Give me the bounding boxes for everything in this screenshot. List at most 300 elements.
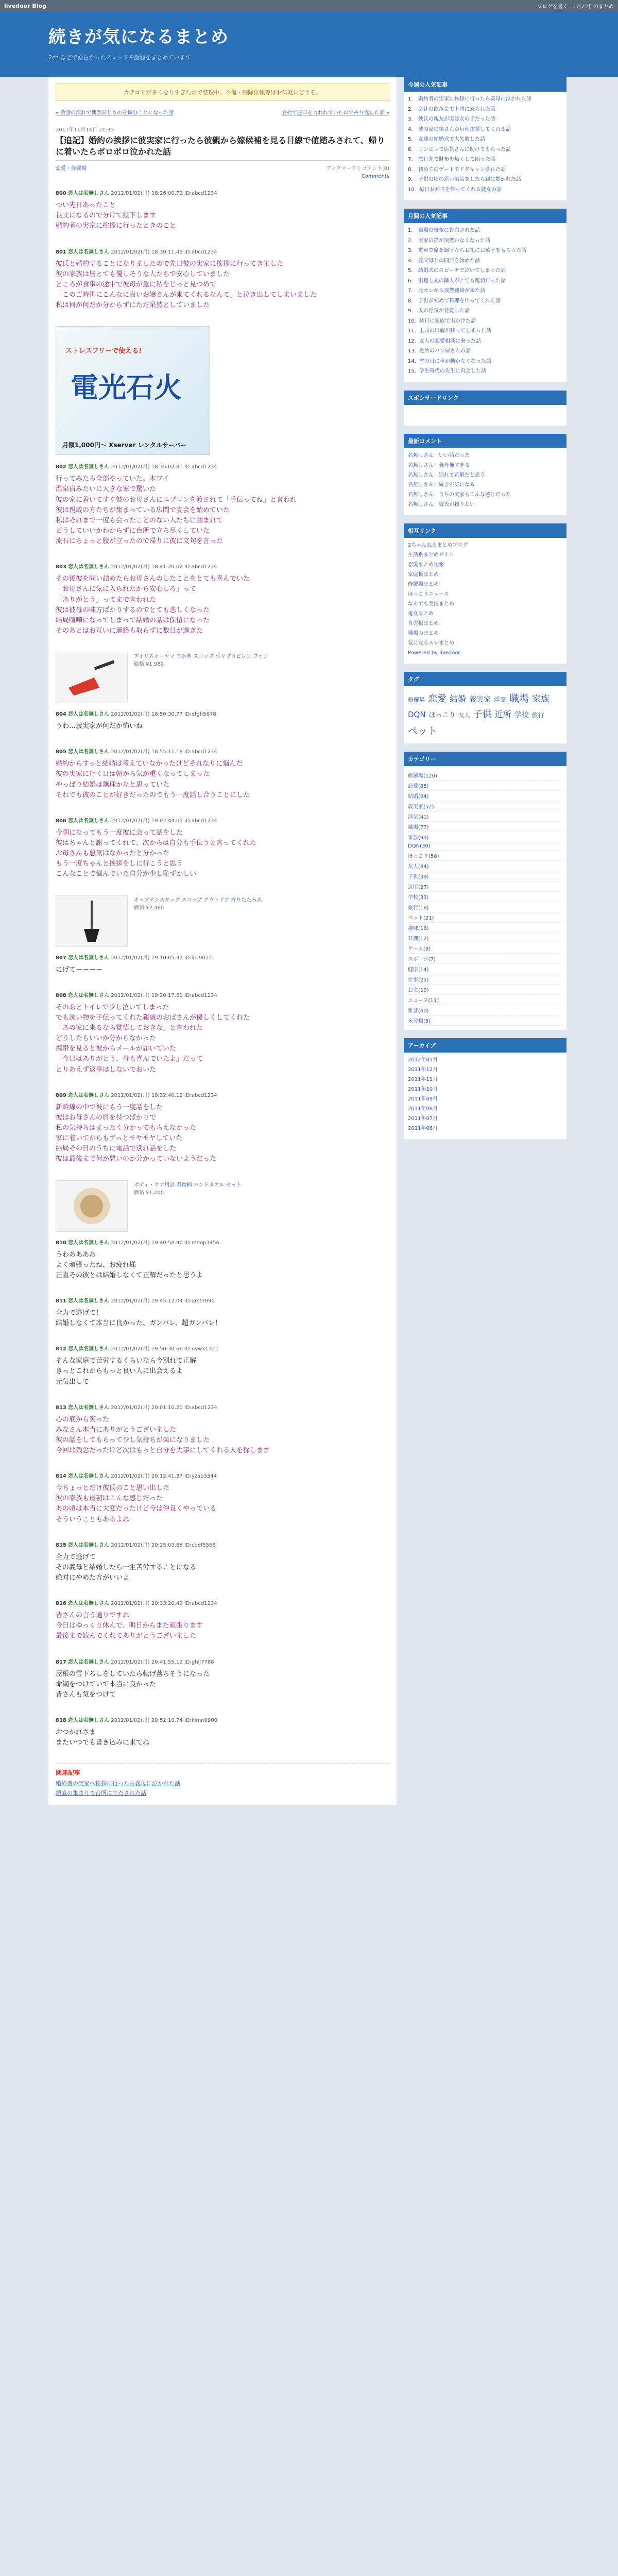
archive-panel	[404, 1038, 566, 1139]
reply-post	[56, 1091, 389, 1165]
category-link[interactable]: 趣味(16)	[408, 923, 562, 933]
reply-post	[56, 709, 389, 732]
ranking-item[interactable]	[408, 328, 562, 335]
ranking-item[interactable]	[408, 338, 562, 345]
reply-header	[56, 1657, 389, 1665]
reply-header	[56, 462, 389, 470]
reply-number[interactable]: 810	[56, 1240, 66, 1246]
ranking-item[interactable]	[408, 126, 562, 133]
reply-body	[56, 759, 389, 801]
reply-line: 私の気持ちはまったく分かってもらえなかった	[56, 1124, 197, 1132]
reply-line: とりあえず返事はしないでおいた	[56, 1065, 157, 1074]
reply-line: きっとこれからもっと良い人に出会えるよ	[56, 1367, 183, 1376]
reply-line: でも洗い物を手伝ってくれた親戚のおばさんが優しくしてくれた	[56, 1013, 250, 1022]
reply-line: またいつでも書き込みに来てね	[56, 1739, 150, 1747]
tag-link[interactable]: 浮気	[494, 696, 507, 703]
reply-post	[56, 816, 389, 880]
reply-line: そのあとトイレで少し泣いてしまった	[56, 1003, 169, 1011]
reply-name: 恋人は名無しさん	[68, 1718, 110, 1724]
sidebar-link[interactable]: なんでも実況まとめ	[408, 601, 454, 607]
sidebar-link[interactable]: 職場のまとめ	[408, 630, 439, 636]
reply-line: 心の底から笑った	[56, 1415, 110, 1423]
reply-date: 2012/01/02(月) 18:26:00.72 ID:abcd1234	[111, 191, 217, 197]
tag-link[interactable]: DQN	[408, 710, 426, 720]
reply-date: 2012/01/02(月) 18:35:02.81 ID:abcd1234	[111, 464, 217, 470]
reply-line: 携帯を見ると彼からメールが届いていた	[56, 1045, 176, 1053]
sidebar-link[interactable]: 2011年09月	[408, 1096, 438, 1102]
reply-name: 恋人は名無しさん	[68, 249, 110, 255]
reply-number[interactable]: 801	[56, 249, 66, 255]
sidebar-link[interactable]: 名無しさん：うちの実家もこんな感じだった	[408, 492, 511, 498]
ranking-item[interactable]	[408, 368, 562, 375]
product-image[interactable]	[56, 1180, 128, 1232]
reply-header	[56, 1540, 389, 1548]
ranking-link[interactable]: 学生時代の先生に再会した話	[419, 368, 486, 374]
ranking2-panel	[404, 209, 566, 382]
reply-number[interactable]: 816	[56, 1601, 66, 1607]
ranking-link[interactable]: 子供の頃の思い出話をしたら親に驚かれた話	[418, 177, 521, 182]
sidebar-link[interactable]: 2012年01月	[408, 1057, 438, 1063]
reply-header	[56, 1716, 389, 1723]
category-link[interactable]: 友人(44)	[408, 861, 562, 871]
category-link[interactable]: 恋愛(85)	[408, 781, 562, 791]
reply-number[interactable]: 804	[56, 711, 66, 718]
reply-line: 彼の家に着いてすぐ彼のお母さんにエプロンを渡されて「手伝ってね」と言われ	[56, 496, 297, 504]
ranking-item[interactable]	[408, 136, 562, 143]
reply-number[interactable]: 806	[56, 818, 66, 824]
reply-name: 恋人は名無しさん	[68, 1473, 110, 1480]
blog-tagline: 2ch などで面白かったスレッドや話題をまとめています	[48, 54, 191, 61]
reply-line: 彼は最後まで何が悪いのか分かっていないようだった	[56, 1155, 217, 1163]
ranking-item[interactable]	[408, 258, 562, 265]
category-link[interactable]: ゲーム(9)	[408, 943, 562, 954]
category-link[interactable]: 職場(77)	[408, 822, 562, 832]
reply-name: 恋人は名無しさん	[68, 191, 110, 197]
product-card[interactable]	[56, 652, 389, 703]
reply-date: 2012/01/02(月) 18:55:11.18 ID:abcd1234	[111, 749, 217, 755]
tag-link[interactable]: 学校	[514, 711, 529, 720]
tag-link[interactable]: ペット	[408, 725, 438, 737]
rank-number: 4.	[408, 126, 413, 132]
tag-link[interactable]: 旅行	[531, 711, 544, 719]
ranking-list	[404, 92, 566, 200]
posts-block-b	[56, 462, 389, 636]
sponsor-body	[404, 405, 566, 426]
archive-list	[404, 1053, 566, 1139]
rank-number: 6.	[408, 146, 413, 152]
sidebar-link[interactable]: 名無しさん：続きが気になる	[408, 482, 475, 488]
ranking-item[interactable]	[408, 166, 562, 174]
post-category[interactable]: 恋愛・修羅場	[56, 166, 87, 172]
reply-body	[56, 1611, 389, 1641]
site-logo[interactable]: livedoor Blog	[4, 2, 47, 9]
category-link[interactable]: ほっこり(58)	[408, 851, 562, 861]
reply-name: 恋人は名無しさん	[68, 1092, 110, 1098]
ranking-link[interactable]: 友人の恋愛相談に乗った話	[419, 338, 481, 344]
reply-post	[56, 991, 389, 1075]
reply-line: 彼は彼母の味方ばかりするのでとても悲しくなった	[56, 606, 210, 614]
reply-name: 恋人は名無しさん	[68, 711, 110, 718]
rank-number: 11.	[408, 328, 416, 334]
top-link[interactable]: ブログを書く	[537, 4, 568, 10]
category-link[interactable]: 未分類(5)	[408, 1015, 562, 1026]
reply-number[interactable]: 803	[56, 564, 66, 570]
reply-line: ところが食事の途中で彼母が急に私をじっと見つめて	[56, 280, 217, 289]
ranking-link[interactable]: 婚約者の実家に挨拶に行ったら義母に泣かれた話	[418, 96, 531, 102]
reply-line: 家に着いてからもずっとモヤモヤしていた	[56, 1134, 183, 1143]
reply-line: やっぱり結婚は無理かなと思っていた	[56, 781, 170, 789]
top-links	[537, 2, 614, 10]
posts-block-c	[56, 709, 389, 879]
reply-number[interactable]: 818	[56, 1718, 66, 1724]
ranking-link[interactable]: 雪の日に車が動かなくなった話	[419, 358, 491, 364]
reply-post	[56, 1238, 389, 1281]
ranking-link[interactable]: 結婚式のスピーチで泣いてしまった話	[418, 268, 506, 274]
post-meta-right[interactable]: ブックマーク | コメント(0)	[325, 166, 389, 172]
sidebar-link[interactable]: 生活系まとめサイト	[408, 552, 454, 558]
tag-link[interactable]: 職場	[509, 692, 529, 704]
reply-post	[56, 1471, 389, 1525]
ranking-item[interactable]	[408, 116, 562, 123]
sidebar-link[interactable]: 2011年06月	[408, 1125, 438, 1131]
reply-line: 結局その日のうちに電話で別れ話をした	[56, 1145, 177, 1153]
category-link[interactable]: DQN(30)	[408, 842, 562, 851]
share-link[interactable]: Comments	[361, 174, 389, 180]
top-link[interactable]: 1月22日のまとめ	[573, 4, 614, 10]
links-list	[404, 538, 566, 664]
ranking-link[interactable]: 友達の結婚式で大失敗した話	[418, 137, 485, 142]
reply-number[interactable]: 813	[56, 1404, 66, 1411]
reply-line: 「お母さんに気に入られたから安心しろ」って	[56, 585, 197, 594]
reply-line: つい先日あったこと	[56, 201, 116, 210]
reply-line: よく頑張ったね、お疲れ様	[56, 1261, 136, 1269]
tag-link[interactable]: 友人	[458, 712, 470, 719]
ranking-item[interactable]	[408, 278, 562, 285]
reply-name: 恋人は名無しさん	[68, 1601, 110, 1607]
rank-number: 2.	[408, 106, 413, 112]
ranking-panel	[404, 77, 566, 200]
sidebar-link[interactable]: 気になるスレまとめ	[408, 640, 454, 646]
ranking-link[interactable]: 義父母との同居を始めた話	[418, 258, 480, 264]
reply-number[interactable]: 812	[56, 1346, 66, 1352]
posts-block-e	[56, 1238, 389, 1749]
rank-number: 8.	[408, 166, 413, 173]
product-name[interactable]: ボディ・ケア用品 着物柄 ハンドタオル セット	[134, 1182, 242, 1188]
rank-number: 1.	[408, 96, 413, 102]
product-image[interactable]	[56, 652, 128, 703]
reply-number[interactable]: 808	[56, 992, 66, 998]
tag-link[interactable]: 恋愛	[428, 693, 447, 704]
panel-title: 相互リンク	[404, 523, 566, 538]
sidebar-link[interactable]: ほっこりニュース	[408, 591, 449, 597]
reply-line: 最後まで読んでくれてありがとうございました	[56, 1632, 197, 1640]
reply-date: 2012/01/02(月) 20:12:41.37 ID:yzab3344	[111, 1473, 217, 1480]
reply-line: 長文になるので分けて投下します	[56, 212, 157, 220]
rank-number: 4.	[408, 258, 413, 264]
page-wrap	[48, 77, 566, 1805]
sidebar-link[interactable]: 2011年11月	[408, 1076, 438, 1082]
reply-post	[56, 1344, 389, 1387]
ranking2-list	[404, 223, 566, 382]
category-link[interactable]: 結婚(64)	[408, 791, 562, 801]
reply-header	[56, 709, 389, 717]
ranking-item[interactable]	[408, 238, 562, 245]
panel-title: カテゴリー	[404, 752, 566, 766]
sidebar-link[interactable]: 名無しさん：別れて正解だと思う	[408, 472, 485, 478]
posts-block-a	[56, 189, 389, 311]
tag-link[interactable]: 結婚	[450, 693, 467, 704]
reply-header	[56, 1471, 389, 1479]
reply-post	[56, 462, 389, 547]
sidebar-link[interactable]: 2011年08月	[408, 1106, 438, 1112]
category-link[interactable]: 雑談(40)	[408, 1005, 562, 1015]
reply-line: どうしていいかわからずに台所で立ち尽くしていた	[56, 527, 210, 535]
rank-number: 5.	[408, 137, 413, 142]
post-date: 2011年11月14日 21:35	[56, 127, 114, 133]
reply-line: 私は何が何だか分からずにただ呆然としていました	[56, 301, 210, 310]
reply-header	[56, 1403, 389, 1411]
reply-header	[56, 247, 389, 255]
reply-post	[56, 247, 389, 311]
reply-line: そのあとはお互いに連絡も取らずに数日が過ぎた	[56, 627, 203, 635]
category-link[interactable]: 義実家(52)	[408, 801, 562, 811]
sidebar-link[interactable]: 名無しさん：いい話だった	[408, 452, 470, 459]
reply-header	[56, 1344, 389, 1352]
reply-line: 彼の家族は皆とても優しそうな人たちで安心していました	[56, 270, 230, 278]
reply-header	[56, 747, 389, 755]
category-link[interactable]: 旅行(18)	[408, 902, 562, 912]
reply-line: 彼氏と婚約することになりましたので先日彼の実家に挨拶に行ってきました	[56, 260, 284, 268]
post-title[interactable]: 【追記】婚約の挨拶に彼実家に行ったら彼親から嫁候補を見る目線で値踏みされて、帰りに着いたらポロポロ泣かれた話	[56, 135, 385, 157]
ranking-item[interactable]	[408, 318, 562, 325]
rank-number: 1.	[408, 228, 413, 233]
ranking-link[interactable]: 会社の飲み会で上司に怒られた話	[418, 106, 495, 112]
reply-number[interactable]: 815	[56, 1542, 66, 1548]
reply-name: 恋人は名無しさん	[68, 955, 110, 961]
ranking-item[interactable]	[408, 267, 562, 275]
tag-link[interactable]: 近所	[494, 709, 511, 720]
sidebar-link[interactable]: 家庭板まとめ	[408, 571, 439, 578]
notice-box: カテゴリが多くなりすぎたので整理中。不備・削除依頼等はお気軽にどうぞ。	[56, 83, 389, 101]
reply-name: 恋人は名無しさん	[68, 1659, 110, 1665]
reply-line: みなさん本当にありがとうございました	[56, 1426, 177, 1434]
ranking-link[interactable]: 電車で席を譲ったらお礼にお菓子をもらった話	[418, 248, 526, 253]
ranking-link[interactable]: コンビニで店員さんに助けてもらった話	[418, 146, 511, 152]
reply-line: にげてーーーー	[56, 965, 103, 974]
ranking-item[interactable]	[408, 96, 562, 103]
reply-date: 2012/01/02(月) 20:52:10.74 ID:klmn9900	[111, 1718, 217, 1724]
reply-post	[56, 747, 389, 801]
ad-banner[interactable]	[56, 326, 210, 455]
category-link[interactable]: 料理(12)	[408, 933, 562, 943]
ranking-link[interactable]: 元カレから突然連絡が来た話	[418, 288, 485, 294]
related-posts	[56, 1764, 389, 1797]
product-text	[134, 652, 268, 703]
post-nav	[56, 108, 389, 116]
ranking-link[interactable]: 職場の後輩に告白された話	[418, 228, 480, 233]
reply-number[interactable]: 807	[56, 955, 66, 961]
reply-number[interactable]: 817	[56, 1659, 66, 1665]
sidebar-link[interactable]: 2ちゃんねるまとめブログ	[408, 542, 468, 548]
ranking-item[interactable]	[408, 106, 562, 113]
category-link[interactable]: 学校(33)	[408, 892, 562, 902]
rank-number: 13.	[408, 348, 416, 354]
category-link[interactable]: スポーツ(7)	[408, 954, 562, 964]
reply-line: 元気出して	[56, 1378, 90, 1386]
reply-line: こんなことで悩んでいた自分が少し恥ずかしい	[56, 870, 197, 878]
ranking-link[interactable]: 旅行先で財布を無くして困った話	[418, 157, 495, 162]
ranking-item[interactable]	[408, 156, 562, 163]
ranking-link[interactable]: 夫の浮気が発覚した話	[418, 308, 470, 314]
category-link[interactable]: 修羅場(120)	[408, 770, 562, 781]
ranking-item[interactable]	[408, 358, 562, 365]
ranking-item[interactable]	[408, 146, 562, 154]
reply-line: お母さんも悪気はなかったと分かった	[56, 850, 170, 858]
ranking-item[interactable]	[408, 176, 562, 183]
reply-body	[56, 1727, 389, 1748]
reply-number[interactable]: 814	[56, 1473, 66, 1480]
reply-line: 今ちょっとだけ彼氏のこと思い出した	[56, 1484, 170, 1493]
ranking-link[interactable]: 毎日お弁当を作ってくれる彼女の話	[419, 187, 502, 193]
reply-line: 皆さんの言う通りですね	[56, 1612, 130, 1620]
rank-number: 3.	[408, 116, 413, 122]
reply-post	[56, 1716, 389, 1748]
category-link[interactable]: ペット(21)	[408, 912, 562, 923]
category-link[interactable]: 健康(14)	[408, 964, 562, 974]
reply-body	[56, 1669, 389, 1700]
ranking-item[interactable]	[408, 227, 562, 234]
reply-name: 恋人は名無しさん	[68, 464, 110, 470]
ranking-link[interactable]: 近所のパン屋さんの話	[419, 348, 471, 354]
ranking-item[interactable]	[408, 247, 562, 255]
sidebar-link[interactable]: 修羅場まとめ	[408, 581, 439, 587]
main-column	[48, 77, 397, 1805]
blog-title[interactable]: 続きが気になるまとめ	[48, 27, 229, 47]
reply-number[interactable]: 805	[56, 749, 66, 755]
reply-line: 彼の家族も最初はこんな感じだった	[56, 1495, 163, 1503]
product-image[interactable]	[56, 895, 128, 947]
reply-body	[56, 1308, 389, 1329]
reply-line: そんな家庭で苦労するくらいなら今別れて正解	[56, 1357, 197, 1365]
reply-name: 恋人は名無しさん	[68, 818, 110, 824]
reply-line: 結婚しなくて本当に良かった、ガンバレ、超ガンバレ！	[56, 1319, 222, 1328]
category-link[interactable]: 子供(39)	[408, 871, 562, 882]
ranking-link[interactable]: 彼氏の親友が実は女の子だった話	[418, 116, 495, 122]
reply-header	[56, 1091, 389, 1098]
reply-line: 皆さんも気をつけて	[56, 1690, 116, 1699]
category-link[interactable]: ニュース(11)	[408, 995, 562, 1005]
reply-line: 屋根の雪下ろしをしていたら転げ落ちそうになった	[56, 1670, 210, 1678]
ranking-link[interactable]: 子供が初めて料理を作ってくれた話	[418, 298, 501, 304]
ranking-item[interactable]	[408, 298, 562, 305]
ranking-item[interactable]	[408, 287, 562, 295]
ranking-item[interactable]	[408, 308, 562, 315]
category-link[interactable]: 家族(93)	[408, 832, 562, 842]
blog-header	[0, 11, 618, 77]
reply-number[interactable]: 800	[56, 191, 66, 197]
reply-post	[56, 189, 389, 231]
reply-header	[56, 1296, 389, 1304]
category-link[interactable]: お金(19)	[408, 985, 562, 995]
rank-number: 3.	[408, 248, 413, 253]
reply-name: 恋人は名無しさん	[68, 992, 110, 998]
ranking-link[interactable]: 上司の口癖が移ってしまった話	[419, 328, 491, 334]
ranking-link[interactable]: 引越し先の隣人がとても親切だった話	[418, 278, 506, 284]
rank-number: 15.	[408, 368, 416, 374]
sidebar-link[interactable]: 名無しさん：彼氏が頼りない	[408, 501, 475, 507]
tag-link[interactable]: 子供	[473, 709, 492, 720]
reply-line: それでも彼のことが好きだったのでもう一度話し合うことにした	[56, 791, 250, 799]
product-text	[134, 895, 262, 947]
product-card[interactable]	[56, 895, 389, 947]
reply-name: 恋人は名無しさん	[68, 1240, 110, 1246]
ranking-link[interactable]: 隣の家の奥さんが毎朝挨拶してくれる話	[418, 126, 511, 132]
product-name[interactable]: アイリスオーヤマ 雪かき スコップ ポリプロピレン ファン	[134, 654, 268, 660]
reply-date: 2012/01/02(月) 19:40:58.90 ID:mnop3456	[111, 1240, 219, 1246]
posts-block-d	[56, 953, 389, 1165]
sidebar-link[interactable]: Powered by livedoor	[408, 650, 460, 656]
product-card[interactable]	[56, 1180, 389, 1232]
sidebar-link[interactable]: 名無しさん：義母怖すぎる	[408, 462, 470, 468]
product-text	[134, 1180, 242, 1232]
reply-line: 「あの家に来るなら覚悟しておきな」と言われた	[56, 1024, 203, 1032]
tag-link[interactable]: ほっこり	[428, 711, 456, 720]
reply-number[interactable]: 809	[56, 1092, 66, 1098]
reply-line: もう一度ちゃんと挨拶をしに行こうと思う	[56, 860, 183, 868]
ranking-item[interactable]	[408, 187, 562, 194]
product-name[interactable]: キャプテンスタッグ スコップ アウトドア 折りたたみ式	[134, 897, 262, 903]
rank-number: 8.	[408, 298, 413, 304]
reply-post	[56, 1657, 389, 1700]
reply-number[interactable]: 802	[56, 464, 66, 470]
sidebar-link[interactable]: 2011年12月	[408, 1066, 438, 1073]
reply-line: 結局喧嘩になってしまって結婚の話は保留になった	[56, 616, 210, 624]
panel-title: タグ	[404, 672, 566, 686]
reply-line: 「このご時世にこんなに良いお嬢さんが来てくれるなんて」と泣き出してしまいました	[56, 291, 317, 299]
reply-line: あの頃は本当に大変だったけど今は仲良くやっている	[56, 1505, 217, 1513]
reply-date: 2012/01/02(月) 19:10:05.33 ID:ijkl9012	[111, 955, 212, 961]
reply-line: 今回は残念だったけど次はもっと自分を大事にしてくれる人を探します	[56, 1447, 270, 1455]
tag-link[interactable]: 家族	[532, 693, 550, 704]
panel-title: 月間の人気記事	[404, 209, 566, 223]
related-item[interactable]: 婚約者の実家へ挨拶に行ったら義母に泣かれた話	[56, 1780, 180, 1787]
reply-date: 2012/01/02(月) 20:33:20.49 ID:abcd1234	[111, 1601, 217, 1607]
reply-number[interactable]: 811	[56, 1298, 66, 1304]
sidebar-link[interactable]: 2011年10月	[408, 1086, 438, 1092]
sidebar-link[interactable]: 恋愛まとめ速報	[408, 562, 444, 568]
tag-link[interactable]: 義実家	[469, 695, 491, 704]
category-link[interactable]: 近所(27)	[408, 882, 562, 892]
category-link[interactable]: 浮気(41)	[408, 811, 562, 822]
category-link[interactable]: 仕事(25)	[408, 974, 562, 985]
next-post-link[interactable]: 会社で悪口を言われていたのでやり返した話 »	[281, 110, 389, 116]
ranking-link[interactable]: 初めてのデートでドタキャンされた話	[418, 166, 506, 173]
reply-name: 恋人は名無しさん	[68, 1298, 110, 1304]
panel-title: アーカイブ	[404, 1038, 566, 1053]
tag-link[interactable]: 修羅場	[408, 696, 425, 703]
prev-post-link[interactable]: « 会話の流れで偶然同じものを頼むことになった話	[56, 110, 174, 116]
related-item[interactable]: 親戚の集まりで台所に立たされた話	[56, 1790, 146, 1797]
sidebar-link[interactable]: 育児板まとめ	[408, 620, 439, 626]
shovel-icon	[63, 657, 120, 698]
ranking-link[interactable]: 実家の猫が突然いなくなった話	[418, 238, 490, 244]
reply-body	[56, 1552, 389, 1583]
ranking-link[interactable]: 休日に家族で出かけた話	[419, 318, 476, 324]
sidebar-link[interactable]: 鬼女まとめ	[408, 611, 434, 617]
sidebar-link[interactable]: 2011年07月	[408, 1115, 438, 1122]
ranking-item[interactable]	[408, 348, 562, 355]
rank-number: 2.	[408, 238, 413, 244]
